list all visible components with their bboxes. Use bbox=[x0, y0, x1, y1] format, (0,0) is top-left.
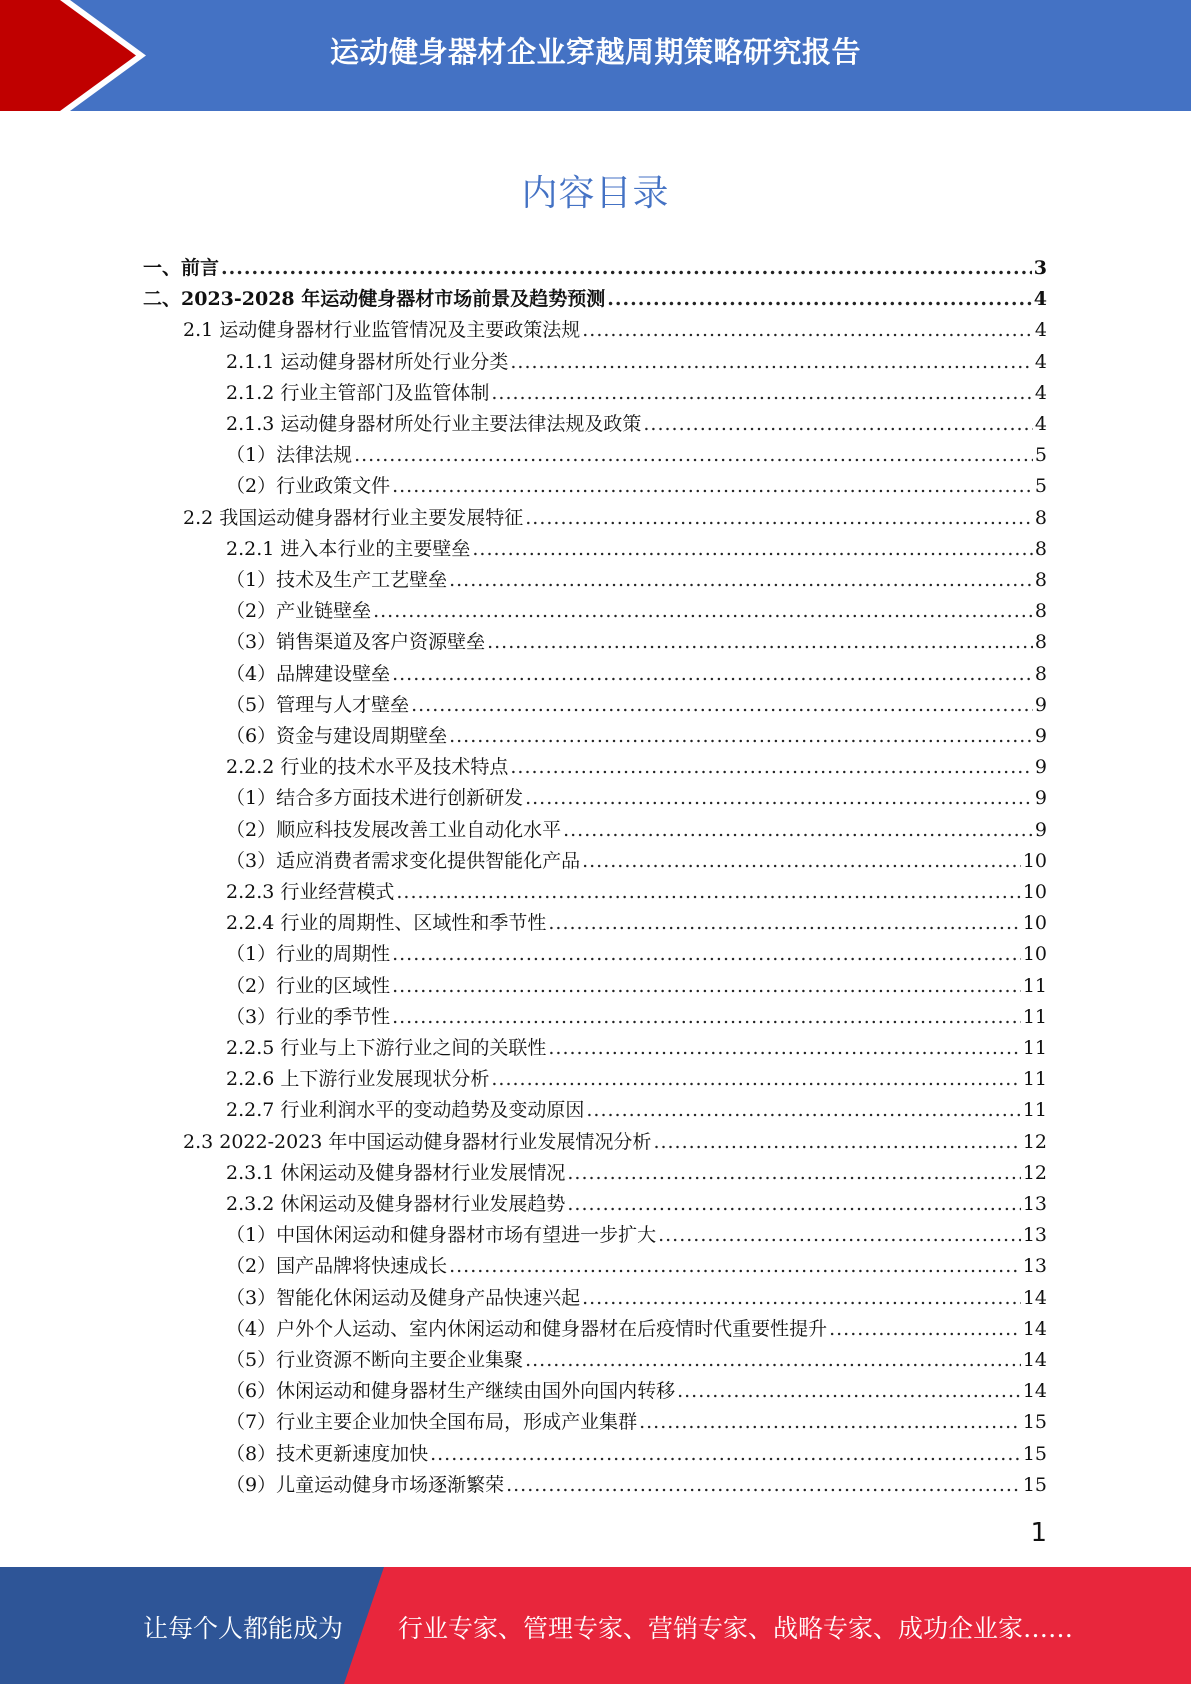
toc-entry-page: 4 bbox=[1034, 413, 1047, 435]
toc-entry-label: （7）行业主要企业加快全国布局，形成产业集群 bbox=[226, 1411, 638, 1433]
toc-entry[interactable] bbox=[226, 1376, 1047, 1407]
toc-entry-label: 2.1.3 运动健身器材所处行业主要法律法规及政策 bbox=[226, 413, 642, 435]
toc-entry[interactable] bbox=[226, 440, 1047, 471]
toc-entry[interactable] bbox=[226, 534, 1047, 565]
toc-entry-page: 14 bbox=[1022, 1380, 1047, 1402]
toc-entry-page: 8 bbox=[1034, 569, 1047, 591]
toc-dot-leader bbox=[567, 1158, 1020, 1189]
toc-entry-page: 9 bbox=[1034, 756, 1047, 778]
toc-dot-leader bbox=[582, 1283, 1021, 1314]
toc-entry-label: 2.2.4 行业的周期性、区域性和季节性 bbox=[226, 912, 547, 934]
toc-entry-page: 8 bbox=[1034, 507, 1047, 529]
toc-entry-label: （3）智能化休闲运动及健身产品快速兴起 bbox=[226, 1287, 581, 1309]
toc-dot-leader bbox=[582, 315, 1033, 346]
toc-entry-label: （1）法律法规 bbox=[226, 444, 353, 466]
toc-dot-leader bbox=[829, 1314, 1021, 1345]
toc-dot-leader bbox=[563, 815, 1033, 846]
toc-dot-leader bbox=[392, 971, 1021, 1002]
toc-entry[interactable] bbox=[226, 752, 1047, 783]
toc-entry[interactable] bbox=[226, 971, 1047, 1002]
toc-entry[interactable] bbox=[226, 1189, 1047, 1220]
toc-entry-page: 11 bbox=[1022, 1037, 1047, 1059]
toc-entry-label: （1）结合多方面技术进行创新研发 bbox=[226, 787, 524, 809]
toc-entry-page: 3 bbox=[1033, 257, 1047, 279]
toc-entry-page: 15 bbox=[1022, 1411, 1047, 1433]
toc-dot-leader bbox=[677, 1376, 1021, 1407]
toc-dot-leader bbox=[525, 1345, 1021, 1376]
toc-dot-leader bbox=[487, 627, 1033, 658]
toc-entry-page: 9 bbox=[1034, 787, 1047, 809]
toc-entry-page: 8 bbox=[1034, 631, 1047, 653]
toc-entry-page: 15 bbox=[1022, 1443, 1047, 1465]
toc-entry[interactable] bbox=[226, 877, 1047, 908]
toc-entry-label: （5）管理与人才壁垒 bbox=[226, 694, 410, 716]
toc-entry[interactable] bbox=[226, 596, 1047, 627]
toc-entry-page: 11 bbox=[1022, 1006, 1047, 1028]
toc-entry-page: 10 bbox=[1022, 881, 1047, 903]
toc-entry-label: 2.2.1 进入本行业的主要壁垒 bbox=[226, 538, 471, 560]
toc-entry-label: （3）适应消费者需求变化提供智能化产品 bbox=[226, 850, 581, 872]
toc-entry-page: 10 bbox=[1022, 912, 1047, 934]
toc-entry-label: （1）中国休闲运动和健身器材市场有望进一步扩大 bbox=[226, 1224, 657, 1246]
toc-entry-label: 2.2.6 上下游行业发展现状分析 bbox=[226, 1068, 490, 1090]
toc-entry-label: 2.1.1 运动健身器材所处行业分类 bbox=[226, 351, 509, 373]
toc-entry[interactable] bbox=[226, 565, 1047, 596]
toc-entry-label: （2）顺应科技发展改善工业自动化水平 bbox=[226, 819, 562, 841]
toc-entry[interactable] bbox=[226, 1314, 1047, 1345]
toc-dot-leader bbox=[658, 1220, 1021, 1251]
toc-dot-leader bbox=[449, 1251, 1021, 1282]
toc-entry-label: 2.2 我国运动健身器材行业主要发展特征 bbox=[183, 507, 524, 529]
toc-entry-page: 4 bbox=[1034, 382, 1047, 404]
toc-entry-page: 8 bbox=[1034, 538, 1047, 560]
toc-entry-page: 4 bbox=[1034, 319, 1047, 341]
toc-entry[interactable] bbox=[226, 1251, 1047, 1282]
footer-band bbox=[0, 1567, 1191, 1684]
toc-entry-label: 2.2.3 行业经营模式 bbox=[226, 881, 395, 903]
toc-dot-leader bbox=[607, 284, 1032, 315]
toc-entry-page: 4 bbox=[1033, 288, 1047, 310]
toc-entry[interactable] bbox=[143, 284, 1047, 315]
toc-entry[interactable] bbox=[226, 659, 1047, 690]
toc-entry-page: 12 bbox=[1022, 1162, 1047, 1184]
toc-entry[interactable] bbox=[226, 1220, 1047, 1251]
toc-entry-page: 9 bbox=[1034, 725, 1047, 747]
toc-entry[interactable] bbox=[226, 1095, 1047, 1126]
toc-entry[interactable] bbox=[226, 939, 1047, 970]
toc-entry[interactable] bbox=[226, 1033, 1047, 1064]
toc-entry[interactable] bbox=[226, 471, 1047, 502]
toc-dot-leader bbox=[653, 1127, 1020, 1158]
toc-entry-label: （4）品牌建设壁垒 bbox=[226, 663, 391, 685]
toc-entry[interactable] bbox=[226, 690, 1047, 721]
toc-entry[interactable] bbox=[226, 815, 1047, 846]
toc-entry[interactable] bbox=[183, 1127, 1047, 1158]
toc-entry-label: （6）资金与建设周期壁垒 bbox=[226, 725, 448, 747]
toc-entry-label: 2.2.7 行业利润水平的变动趋势及变动原因 bbox=[226, 1099, 585, 1121]
toc-entry-label: （5）行业资源不断向主要企业集聚 bbox=[226, 1349, 524, 1371]
toc-entry-label: （2）国产品牌将快速成长 bbox=[226, 1255, 448, 1277]
toc-dot-leader bbox=[491, 378, 1033, 409]
toc-entry[interactable] bbox=[226, 409, 1047, 440]
toc-entry-page: 14 bbox=[1022, 1318, 1047, 1340]
toc-dot-leader bbox=[392, 939, 1021, 970]
toc-entry-label: （2）行业的区域性 bbox=[226, 975, 391, 997]
toc-dot-leader bbox=[472, 534, 1033, 565]
toc-entry-page: 12 bbox=[1022, 1131, 1047, 1153]
toc-dot-leader bbox=[392, 471, 1033, 502]
toc-dot-leader bbox=[548, 1033, 1020, 1064]
toc-entry[interactable] bbox=[226, 378, 1047, 409]
page-number: 1 bbox=[1030, 1518, 1047, 1548]
toc-entry-page: 10 bbox=[1022, 850, 1047, 872]
toc-entry[interactable] bbox=[226, 1002, 1047, 1033]
toc-entry[interactable] bbox=[226, 908, 1047, 939]
toc-entry[interactable] bbox=[183, 315, 1047, 346]
toc-dot-leader bbox=[392, 1002, 1021, 1033]
toc-dot-leader bbox=[567, 1189, 1020, 1220]
toc-entry-page: 14 bbox=[1022, 1287, 1047, 1309]
toc-entry-page: 13 bbox=[1022, 1224, 1047, 1246]
toc-entry-page: 11 bbox=[1022, 1068, 1047, 1090]
toc-dot-leader bbox=[525, 503, 1033, 534]
toc-entry-page: 8 bbox=[1034, 600, 1047, 622]
toc-entry-page: 9 bbox=[1034, 694, 1047, 716]
toc-entry-page: 14 bbox=[1022, 1349, 1047, 1371]
toc-dot-leader bbox=[639, 1407, 1021, 1438]
toc-entry[interactable] bbox=[226, 1158, 1047, 1189]
toc-dot-leader bbox=[430, 1439, 1021, 1470]
toc-entry-label: 2.2.2 行业的技术水平及技术特点 bbox=[226, 756, 509, 778]
toc-dot-leader bbox=[491, 1064, 1020, 1095]
toc-entry-page: 13 bbox=[1022, 1193, 1047, 1215]
toc-entry-page: 8 bbox=[1034, 663, 1047, 685]
toc-entry[interactable] bbox=[226, 1407, 1047, 1438]
toc-entry[interactable] bbox=[226, 1064, 1047, 1095]
toc-dot-leader bbox=[510, 752, 1033, 783]
toc-dot-leader bbox=[525, 783, 1033, 814]
toc-entry-label: 二、2023-2028 年运动健身器材市场前景及趋势预测 bbox=[143, 288, 606, 310]
toc-entry[interactable] bbox=[226, 721, 1047, 752]
toc-dot-leader bbox=[392, 659, 1033, 690]
toc-entry-page: 13 bbox=[1022, 1255, 1047, 1277]
toc-entry[interactable] bbox=[226, 846, 1047, 877]
toc-entry-label: 2.3 2022-2023 年中国运动健身器材行业发展情况分析 bbox=[183, 1131, 652, 1153]
toc-entry-label: 2.2.5 行业与上下游行业之间的关联性 bbox=[226, 1037, 547, 1059]
toc-entry-label: 一、前言 bbox=[143, 257, 220, 279]
toc-entry-label: 2.3.2 休闲运动及健身器材行业发展趋势 bbox=[226, 1193, 566, 1215]
toc-entry-label: （9）儿童运动健身市场逐渐繁荣 bbox=[226, 1474, 505, 1496]
toc-dot-leader bbox=[373, 596, 1033, 627]
footer-slogan-right: 行业专家、管理专家、营销专家、战略专家、成功企业家…… bbox=[398, 1614, 1074, 1643]
header-chevron-icon bbox=[0, 0, 160, 111]
toc-entry-label: （2）产业链壁垒 bbox=[226, 600, 372, 622]
toc-heading: 内容目录 bbox=[521, 173, 670, 214]
toc-entry-label: 2.1.2 行业主管部门及监管体制 bbox=[226, 382, 490, 404]
toc-entry-label: （3）销售渠道及客户资源壁垒 bbox=[226, 631, 486, 653]
toc-entry[interactable] bbox=[226, 1470, 1047, 1501]
toc-entry-label: （1）行业的周期性 bbox=[226, 943, 391, 965]
toc-entry[interactable] bbox=[226, 1439, 1047, 1470]
toc-entry-label: （2）行业政策文件 bbox=[226, 475, 391, 497]
toc-dot-leader bbox=[643, 409, 1033, 440]
toc-entry-label: （6）休闲运动和健身器材生产继续由国外向国内转移 bbox=[226, 1380, 676, 1402]
toc-entry[interactable] bbox=[226, 783, 1047, 814]
toc-entry-label: （3）行业的季节性 bbox=[226, 1006, 391, 1028]
toc-dot-leader bbox=[354, 440, 1033, 471]
toc-entry[interactable] bbox=[226, 1283, 1047, 1314]
toc-entry-page: 11 bbox=[1022, 1099, 1047, 1121]
toc-dot-leader bbox=[449, 721, 1033, 752]
toc-entry[interactable] bbox=[226, 347, 1047, 378]
toc-entry-page: 10 bbox=[1022, 943, 1047, 965]
toc-entry-page: 11 bbox=[1022, 975, 1047, 997]
footer-slogan-left: 让每个人都能成为 bbox=[143, 1614, 344, 1643]
toc-dot-leader bbox=[449, 565, 1033, 596]
toc-dot-leader bbox=[396, 877, 1020, 908]
toc-entry[interactable] bbox=[226, 627, 1047, 658]
toc-entry-page: 5 bbox=[1034, 444, 1047, 466]
toc-dot-leader bbox=[506, 1470, 1021, 1501]
toc-entry-label: （1）技术及生产工艺壁垒 bbox=[226, 569, 448, 591]
toc-dot-leader bbox=[221, 253, 1032, 284]
header-band bbox=[0, 0, 1191, 111]
toc-entry[interactable] bbox=[183, 503, 1047, 534]
toc-dot-leader bbox=[411, 690, 1033, 721]
toc-entry[interactable] bbox=[143, 253, 1047, 284]
toc-entry-label: （4）户外个人运动、室内休闲运动和健身器材在后疫情时代重要性提升 bbox=[226, 1318, 828, 1340]
toc-dot-leader bbox=[510, 347, 1033, 378]
report-title: 运动健身器材企业穿越周期策略研究报告 bbox=[330, 35, 862, 69]
toc-dot-leader bbox=[548, 908, 1020, 939]
toc-entry-page: 15 bbox=[1022, 1474, 1047, 1496]
toc-entry-label: 2.1 运动健身器材行业监管情况及主要政策法规 bbox=[183, 319, 581, 341]
toc-entry-page: 4 bbox=[1034, 351, 1047, 373]
toc-entry-page: 9 bbox=[1034, 819, 1047, 841]
toc-entry-label: （8）技术更新速度加快 bbox=[226, 1443, 429, 1465]
toc-dot-leader bbox=[582, 846, 1021, 877]
toc-dot-leader bbox=[586, 1095, 1020, 1126]
toc-entry-label: 2.3.1 休闲运动及健身器材行业发展情况 bbox=[226, 1162, 566, 1184]
toc-entry-page: 5 bbox=[1034, 475, 1047, 497]
toc-entry[interactable] bbox=[226, 1345, 1047, 1376]
